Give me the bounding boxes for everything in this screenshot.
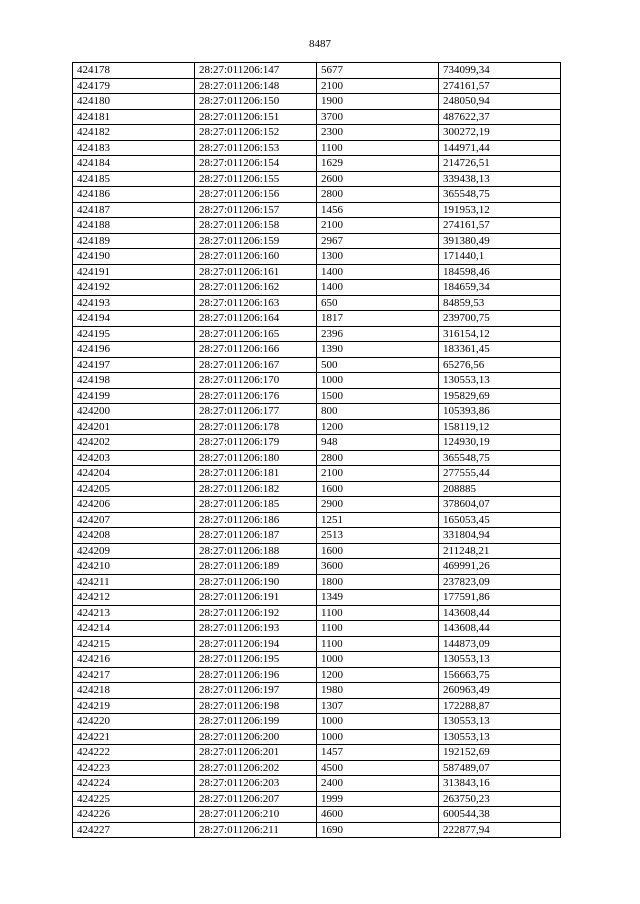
area-cell: 948 — [317, 435, 439, 451]
table-row — [73, 698, 561, 714]
table-row — [73, 683, 561, 699]
record-number-cell: 424204 — [73, 466, 195, 482]
cadastral-number-cell: 28:27:011206:188 — [195, 543, 317, 559]
record-number-cell: 424191 — [73, 264, 195, 280]
cadastral-number-cell: 28:27:011206:200 — [195, 729, 317, 745]
record-number-cell: 424208 — [73, 528, 195, 544]
value-cell: 130553,13 — [439, 714, 561, 730]
area-cell: 2967 — [317, 233, 439, 249]
table-row — [73, 326, 561, 342]
record-number-cell: 424223 — [73, 760, 195, 776]
cadastral-number-cell: 28:27:011206:181 — [195, 466, 317, 482]
table-row — [73, 760, 561, 776]
table-row — [73, 776, 561, 792]
table-row — [73, 373, 561, 389]
cadastral-number-cell: 28:27:011206:194 — [195, 636, 317, 652]
record-number-cell: 424217 — [73, 667, 195, 683]
cadastral-number-cell: 28:27:011206:147 — [195, 63, 317, 79]
cadastral-number-cell: 28:27:011206:182 — [195, 481, 317, 497]
value-cell: 239700,75 — [439, 311, 561, 327]
record-number-cell: 424200 — [73, 404, 195, 420]
cadastral-number-cell: 28:27:011206:155 — [195, 171, 317, 187]
value-cell: 184659,34 — [439, 280, 561, 296]
table-row — [73, 621, 561, 637]
value-cell: 339438,13 — [439, 171, 561, 187]
area-cell: 800 — [317, 404, 439, 420]
table-row — [73, 342, 561, 358]
area-cell: 2400 — [317, 776, 439, 792]
area-cell: 1629 — [317, 156, 439, 172]
record-number-cell: 424189 — [73, 233, 195, 249]
area-cell: 3700 — [317, 109, 439, 125]
value-cell: 195829,69 — [439, 388, 561, 404]
area-cell: 1000 — [317, 373, 439, 389]
table-row — [73, 140, 561, 156]
value-cell: 184598,46 — [439, 264, 561, 280]
value-cell: 143608,44 — [439, 621, 561, 637]
record-number-cell: 424183 — [73, 140, 195, 156]
cadastral-number-cell: 28:27:011206:198 — [195, 698, 317, 714]
record-number-cell: 424201 — [73, 419, 195, 435]
table-row — [73, 404, 561, 420]
cadastral-number-cell: 28:27:011206:201 — [195, 745, 317, 761]
area-cell: 1500 — [317, 388, 439, 404]
value-cell: 277555,44 — [439, 466, 561, 482]
value-cell: 316154,12 — [439, 326, 561, 342]
cadastral-number-cell: 28:27:011206:196 — [195, 667, 317, 683]
area-cell: 500 — [317, 357, 439, 373]
value-cell: 260963,49 — [439, 683, 561, 699]
record-number-cell: 424182 — [73, 125, 195, 141]
value-cell: 177591,86 — [439, 590, 561, 606]
table-row — [73, 218, 561, 234]
area-cell: 1100 — [317, 140, 439, 156]
area-cell: 3600 — [317, 559, 439, 575]
table-row — [73, 187, 561, 203]
area-cell: 2900 — [317, 497, 439, 513]
area-cell: 1456 — [317, 202, 439, 218]
cadastral-number-cell: 28:27:011206:177 — [195, 404, 317, 420]
table-row — [73, 605, 561, 621]
area-cell: 1000 — [317, 714, 439, 730]
table-row — [73, 233, 561, 249]
table-row — [73, 512, 561, 528]
cadastral-number-cell: 28:27:011206:207 — [195, 791, 317, 807]
value-cell: 365548,75 — [439, 187, 561, 203]
table-row — [73, 388, 561, 404]
area-cell: 1100 — [317, 605, 439, 621]
value-cell: 274161,57 — [439, 78, 561, 94]
value-cell: 144971,44 — [439, 140, 561, 156]
cadastral-number-cell: 28:27:011206:180 — [195, 450, 317, 466]
area-cell: 1200 — [317, 667, 439, 683]
table-row — [73, 419, 561, 435]
cadastral-number-cell: 28:27:011206:185 — [195, 497, 317, 513]
area-cell: 1000 — [317, 729, 439, 745]
value-cell: 237823,09 — [439, 574, 561, 590]
cadastral-number-cell: 28:27:011206:192 — [195, 605, 317, 621]
value-cell: 378604,07 — [439, 497, 561, 513]
cadastral-number-cell: 28:27:011206:195 — [195, 652, 317, 668]
cadastral-number-cell: 28:27:011206:151 — [195, 109, 317, 125]
record-number-cell: 424185 — [73, 171, 195, 187]
table-row — [73, 791, 561, 807]
record-number-cell: 424216 — [73, 652, 195, 668]
area-cell: 2300 — [317, 125, 439, 141]
record-number-cell: 424186 — [73, 187, 195, 203]
value-cell: 600544,38 — [439, 807, 561, 823]
value-cell: 65276,56 — [439, 357, 561, 373]
area-cell: 1900 — [317, 94, 439, 110]
table-row — [73, 357, 561, 373]
value-cell: 156663,75 — [439, 667, 561, 683]
value-cell: 130553,13 — [439, 729, 561, 745]
table-row — [73, 125, 561, 141]
value-cell: 313843,16 — [439, 776, 561, 792]
table-row — [73, 559, 561, 575]
record-number-cell: 424195 — [73, 326, 195, 342]
area-cell: 1200 — [317, 419, 439, 435]
record-number-cell: 424226 — [73, 807, 195, 823]
cadastral-number-cell: 28:27:011206:176 — [195, 388, 317, 404]
table-row — [73, 714, 561, 730]
record-number-cell: 424214 — [73, 621, 195, 637]
cadastral-number-cell: 28:27:011206:211 — [195, 822, 317, 838]
area-cell: 1400 — [317, 280, 439, 296]
table-row — [73, 435, 561, 451]
area-cell: 1980 — [317, 683, 439, 699]
cadastral-number-cell: 28:27:011206:210 — [195, 807, 317, 823]
table-row — [73, 450, 561, 466]
record-number-cell: 424187 — [73, 202, 195, 218]
table-row — [73, 249, 561, 265]
value-cell: 165053,45 — [439, 512, 561, 528]
table-row — [73, 543, 561, 559]
value-cell: 587489,07 — [439, 760, 561, 776]
table-row — [73, 311, 561, 327]
record-number-cell: 424178 — [73, 63, 195, 79]
area-cell: 2600 — [317, 171, 439, 187]
value-cell: 130553,13 — [439, 373, 561, 389]
value-cell: 144873,09 — [439, 636, 561, 652]
record-number-cell: 424198 — [73, 373, 195, 389]
value-cell: 183361,45 — [439, 342, 561, 358]
value-cell: 263750,23 — [439, 791, 561, 807]
value-cell: 143608,44 — [439, 605, 561, 621]
cadastral-number-cell: 28:27:011206:190 — [195, 574, 317, 590]
record-number-cell: 424210 — [73, 559, 195, 575]
table-row — [73, 528, 561, 544]
table-row — [73, 280, 561, 296]
record-number-cell: 424197 — [73, 357, 195, 373]
cadastral-number-cell: 28:27:011206:161 — [195, 264, 317, 280]
table-row — [73, 264, 561, 280]
table-row — [73, 94, 561, 110]
record-number-cell: 424179 — [73, 78, 195, 94]
record-number-cell: 424180 — [73, 94, 195, 110]
record-number-cell: 424212 — [73, 590, 195, 606]
record-number-cell: 424222 — [73, 745, 195, 761]
value-cell: 274161,57 — [439, 218, 561, 234]
table-row — [73, 202, 561, 218]
page-number: 8487 — [309, 38, 331, 50]
cadastral-number-cell: 28:27:011206:199 — [195, 714, 317, 730]
data-table — [72, 62, 561, 838]
cadastral-number-cell: 28:27:011206:163 — [195, 295, 317, 311]
area-cell: 1457 — [317, 745, 439, 761]
record-number-cell: 424215 — [73, 636, 195, 652]
table-row — [73, 729, 561, 745]
area-cell: 2513 — [317, 528, 439, 544]
record-number-cell: 424190 — [73, 249, 195, 265]
area-cell: 2100 — [317, 218, 439, 234]
cadastral-number-cell: 28:27:011206:152 — [195, 125, 317, 141]
area-cell: 1817 — [317, 311, 439, 327]
cadastral-number-cell: 28:27:011206:203 — [195, 776, 317, 792]
area-cell: 650 — [317, 295, 439, 311]
table-row — [73, 156, 561, 172]
record-number-cell: 424184 — [73, 156, 195, 172]
cadastral-number-cell: 28:27:011206:164 — [195, 311, 317, 327]
value-cell: 192152,69 — [439, 745, 561, 761]
cadastral-number-cell: 28:27:011206:157 — [195, 202, 317, 218]
cadastral-number-cell: 28:27:011206:150 — [195, 94, 317, 110]
table-row — [73, 574, 561, 590]
record-number-cell: 424225 — [73, 791, 195, 807]
record-number-cell: 424193 — [73, 295, 195, 311]
value-cell: 734099,34 — [439, 63, 561, 79]
area-cell: 2800 — [317, 450, 439, 466]
cadastral-number-cell: 28:27:011206:159 — [195, 233, 317, 249]
cadastral-number-cell: 28:27:011206:178 — [195, 419, 317, 435]
table-row — [73, 807, 561, 823]
record-number-cell: 424206 — [73, 497, 195, 513]
table-row — [73, 78, 561, 94]
value-cell: 214726,51 — [439, 156, 561, 172]
cadastral-number-cell: 28:27:011206:156 — [195, 187, 317, 203]
record-number-cell: 424213 — [73, 605, 195, 621]
value-cell: 300272,19 — [439, 125, 561, 141]
value-cell: 365548,75 — [439, 450, 561, 466]
area-cell: 1690 — [317, 822, 439, 838]
area-cell: 1600 — [317, 481, 439, 497]
cadastral-number-cell: 28:27:011206:154 — [195, 156, 317, 172]
value-cell: 130553,13 — [439, 652, 561, 668]
table-row — [73, 295, 561, 311]
value-cell: 158119,12 — [439, 419, 561, 435]
cadastral-number-cell: 28:27:011206:170 — [195, 373, 317, 389]
record-number-cell: 424181 — [73, 109, 195, 125]
record-number-cell: 424219 — [73, 698, 195, 714]
cadastral-number-cell: 28:27:011206:189 — [195, 559, 317, 575]
cadastral-number-cell: 28:27:011206:186 — [195, 512, 317, 528]
record-number-cell: 424227 — [73, 822, 195, 838]
record-number-cell: 424192 — [73, 280, 195, 296]
table-row — [73, 466, 561, 482]
table-row — [73, 652, 561, 668]
area-cell: 2100 — [317, 78, 439, 94]
cadastral-number-cell: 28:27:011206:202 — [195, 760, 317, 776]
area-cell: 1600 — [317, 543, 439, 559]
area-cell: 1999 — [317, 791, 439, 807]
area-cell: 1100 — [317, 621, 439, 637]
value-cell: 172288,87 — [439, 698, 561, 714]
cadastral-number-cell: 28:27:011206:148 — [195, 78, 317, 94]
cadastral-number-cell: 28:27:011206:158 — [195, 218, 317, 234]
area-cell: 1000 — [317, 652, 439, 668]
area-cell: 1349 — [317, 590, 439, 606]
table-row — [73, 109, 561, 125]
value-cell: 222877,94 — [439, 822, 561, 838]
record-number-cell: 424209 — [73, 543, 195, 559]
record-number-cell: 424202 — [73, 435, 195, 451]
table-row — [73, 822, 561, 838]
area-cell: 4600 — [317, 807, 439, 823]
table-row — [73, 481, 561, 497]
area-cell: 1307 — [317, 698, 439, 714]
value-cell: 331804,94 — [439, 528, 561, 544]
table-row — [73, 63, 561, 79]
value-cell: 208885 — [439, 481, 561, 497]
record-number-cell: 424211 — [73, 574, 195, 590]
cadastral-number-cell: 28:27:011206:191 — [195, 590, 317, 606]
record-number-cell: 424207 — [73, 512, 195, 528]
record-number-cell: 424188 — [73, 218, 195, 234]
table-row — [73, 667, 561, 683]
cadastral-number-cell: 28:27:011206:165 — [195, 326, 317, 342]
area-cell: 5677 — [317, 63, 439, 79]
area-cell: 1800 — [317, 574, 439, 590]
area-cell: 2100 — [317, 466, 439, 482]
table-row — [73, 497, 561, 513]
value-cell: 391380,49 — [439, 233, 561, 249]
value-cell: 487622,37 — [439, 109, 561, 125]
cadastral-number-cell: 28:27:011206:179 — [195, 435, 317, 451]
cadastral-number-cell: 28:27:011206:162 — [195, 280, 317, 296]
record-number-cell: 424203 — [73, 450, 195, 466]
area-cell: 2800 — [317, 187, 439, 203]
value-cell: 469991,26 — [439, 559, 561, 575]
area-cell: 1390 — [317, 342, 439, 358]
area-cell: 1100 — [317, 636, 439, 652]
table-row — [73, 590, 561, 606]
cadastral-number-cell: 28:27:011206:153 — [195, 140, 317, 156]
area-cell: 1251 — [317, 512, 439, 528]
value-cell: 248050,94 — [439, 94, 561, 110]
cadastral-number-cell: 28:27:011206:160 — [195, 249, 317, 265]
record-number-cell: 424205 — [73, 481, 195, 497]
table-row — [73, 171, 561, 187]
record-number-cell: 424199 — [73, 388, 195, 404]
cadastral-number-cell: 28:27:011206:167 — [195, 357, 317, 373]
record-number-cell: 424218 — [73, 683, 195, 699]
value-cell: 191953,12 — [439, 202, 561, 218]
area-cell: 4500 — [317, 760, 439, 776]
cadastral-number-cell: 28:27:011206:166 — [195, 342, 317, 358]
record-number-cell: 424194 — [73, 311, 195, 327]
value-cell: 105393,86 — [439, 404, 561, 420]
table-row — [73, 745, 561, 761]
value-cell: 211248,21 — [439, 543, 561, 559]
value-cell: 171440,1 — [439, 249, 561, 265]
cadastral-number-cell: 28:27:011206:197 — [195, 683, 317, 699]
table-row — [73, 636, 561, 652]
cadastral-number-cell: 28:27:011206:187 — [195, 528, 317, 544]
record-number-cell: 424221 — [73, 729, 195, 745]
record-number-cell: 424224 — [73, 776, 195, 792]
area-cell: 1300 — [317, 249, 439, 265]
value-cell: 124930,19 — [439, 435, 561, 451]
table-body — [73, 63, 561, 838]
value-cell: 84859,53 — [439, 295, 561, 311]
area-cell: 2396 — [317, 326, 439, 342]
record-number-cell: 424196 — [73, 342, 195, 358]
record-number-cell: 424220 — [73, 714, 195, 730]
cadastral-number-cell: 28:27:011206:193 — [195, 621, 317, 637]
area-cell: 1400 — [317, 264, 439, 280]
